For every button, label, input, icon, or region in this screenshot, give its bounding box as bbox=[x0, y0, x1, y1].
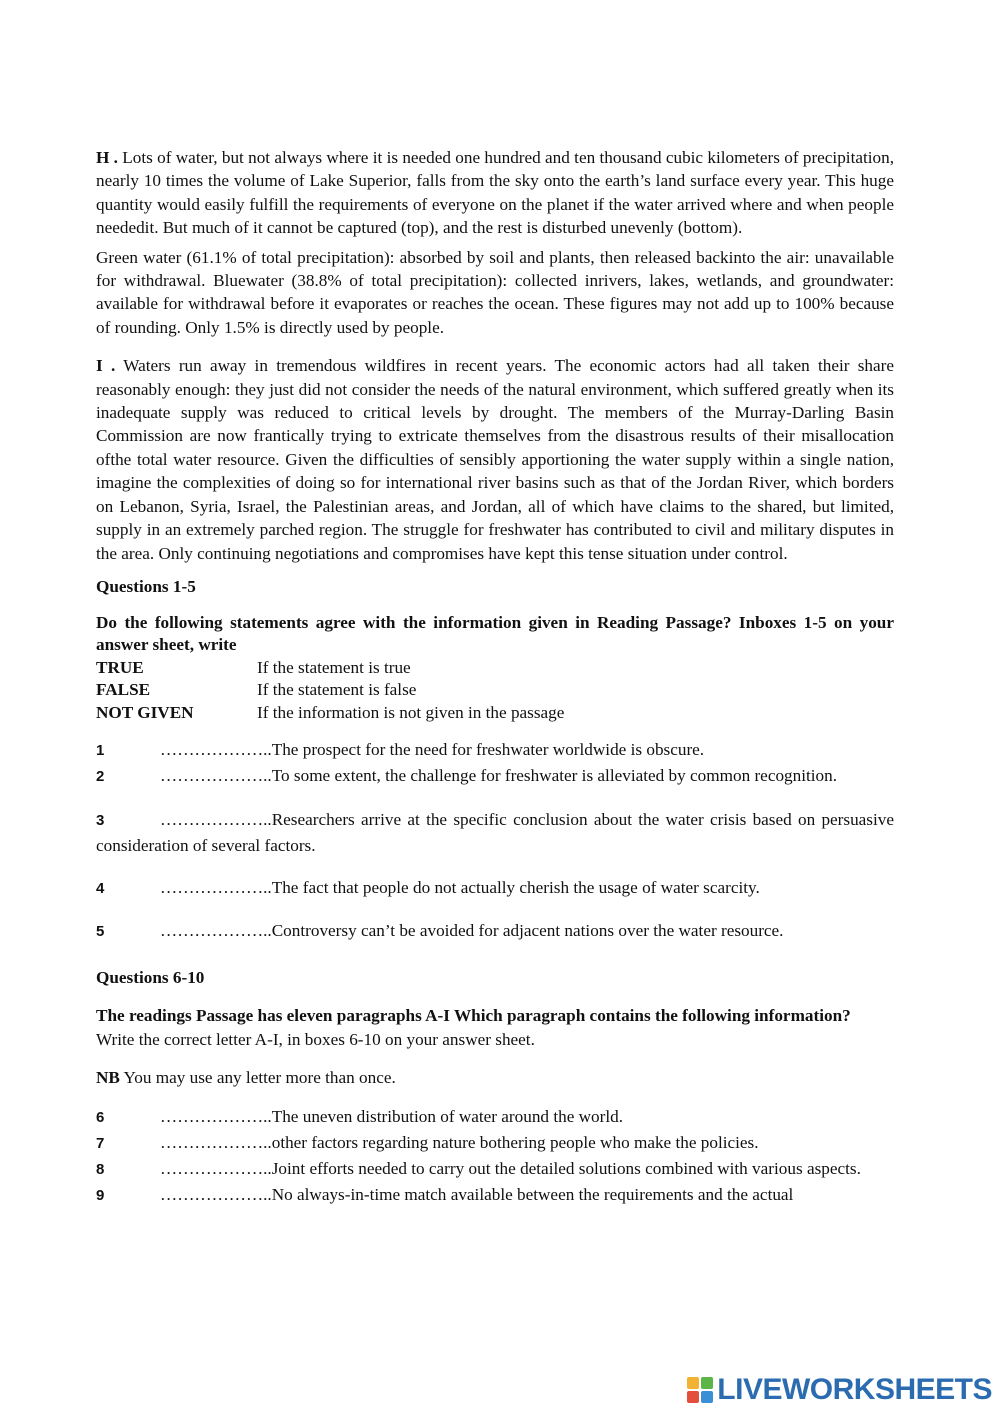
question-item bbox=[96, 875, 894, 901]
answer-blank[interactable]: ……………….. bbox=[160, 921, 272, 941]
answer-blank[interactable]: ……………….. bbox=[160, 1158, 272, 1178]
question-number: 5 bbox=[96, 923, 105, 941]
question-text: The fact that people do not actually cherish the usage of water scarcity. bbox=[271, 878, 760, 898]
question-item bbox=[96, 1182, 894, 1208]
answer-blank[interactable]: ……………….. bbox=[160, 1106, 272, 1126]
legend-row bbox=[96, 702, 894, 725]
nb-text: You may use any letter more than once. bbox=[119, 1068, 396, 1088]
answer-blank[interactable]: ……………….. bbox=[160, 740, 272, 760]
question-text: No always-in-time match available between the requirements and the actual bbox=[271, 1184, 794, 1204]
question-text: other factors regarding nature bothering people who make the policies. bbox=[271, 1132, 759, 1152]
question-item bbox=[96, 807, 894, 858]
logo-tile bbox=[701, 1377, 713, 1389]
paragraph-i-text: Waters run away in tremendous wildfires in recent years. The economic actors had all taken their share reasonably enough: they just did not consider the needs of the natural environment, which suffered greatly when its inadequate supply was reduced to critical levels by drought. The members of the Murray-Darling Basin Commission are now frantically trying to extricate themselves from the disastrous results of their misallocation ofthe total water resource. Given the difficulties of sensibly apportioning the water supply within a single nation, imagine the complexities of doing so for international river basins such as that of the Jordan River, which borders on Lebanon, Syria, Israel, the Palestinian areas, and Jordan, all of which have claims to the shared, but limited, supply in an extremely parched region. The struggle for freshwater has contributed to civil and military disputes in the area. Only continuing negotiations and compromises have kept this tense situation under control. bbox=[96, 356, 894, 563]
legend-desc: If the statement is true bbox=[257, 657, 411, 677]
paragraph-letter: H . bbox=[96, 148, 118, 167]
logo-text: LIVEWORKSHEETS bbox=[717, 1373, 992, 1406]
question-item bbox=[96, 737, 894, 763]
question-text: Researchers arrive at the specific conclusion about the water crisis based on persuasive consideration of several factors. bbox=[96, 810, 894, 856]
question-number: 7 bbox=[96, 1134, 105, 1152]
questions-1-5-heading: Questions 1-5 bbox=[96, 576, 196, 596]
question-number: 9 bbox=[96, 1186, 105, 1204]
question-text: Joint efforts needed to carry out the detailed solutions combined with various aspects. bbox=[271, 1158, 861, 1178]
logo-tile bbox=[687, 1377, 699, 1389]
paragraph-h bbox=[96, 146, 894, 240]
legend-desc: If the information is not given in the passage bbox=[257, 702, 565, 722]
question-item bbox=[96, 1156, 894, 1182]
nb-label: NB bbox=[96, 1068, 120, 1088]
answer-blank[interactable]: ……………….. bbox=[160, 810, 272, 830]
question-text: To some extent, the challenge for freshwater is alleviated by common recognition. bbox=[271, 766, 838, 786]
questions-6-10-heading: Questions 6-10 bbox=[96, 968, 205, 988]
question-text: The prospect for the need for freshwater worldwide is obscure. bbox=[271, 740, 705, 760]
answer-blank[interactable]: ……………….. bbox=[160, 1132, 272, 1152]
question-text: The uneven distribution of water around the world. bbox=[271, 1106, 624, 1126]
question-number: 1 bbox=[96, 742, 105, 760]
legend-desc: If the statement is false bbox=[257, 680, 417, 700]
question-number: 2 bbox=[96, 768, 105, 786]
paragraph-i bbox=[96, 354, 894, 565]
logo-tile bbox=[701, 1391, 713, 1403]
nb-note bbox=[96, 1066, 894, 1089]
question-item bbox=[96, 763, 894, 789]
question-item bbox=[96, 1104, 894, 1130]
answer-blank[interactable]: ……………….. bbox=[160, 766, 272, 786]
answer-blank[interactable]: ……………….. bbox=[160, 878, 272, 898]
logo-tile bbox=[687, 1391, 699, 1403]
question-number: 6 bbox=[96, 1108, 105, 1126]
legend-row bbox=[96, 679, 894, 702]
paragraph-h-text: Lots of water, but not always where it is needed one hundred and ten thousand cubic kilometers of precipitation, nearly 10 times the volume of Lake Superior, falls from the sky onto the earth’s land surface every year. This huge quantity would easily fulfill the requirements of everyone on the planet if the water arrived where and when people neededit. But much of it cannot be captured (top), and the rest is disturbed unevenly (bottom). bbox=[96, 148, 895, 238]
answer-legend bbox=[96, 657, 894, 725]
worksheet-page bbox=[96, 146, 894, 1208]
liveworksheets-logo[interactable] bbox=[687, 1373, 992, 1407]
legend-key: TRUE bbox=[96, 657, 144, 677]
answer-blank[interactable]: ……………….. bbox=[160, 1184, 272, 1204]
question-text: Controversy can’t be avoided for adjacent nations over the water resource. bbox=[271, 921, 784, 941]
paragraph-h-continued: Green water (61.1% of total precipitation): absorbed by soil and plants, then released backinto the air: unavailable for withdrawal. Bluewater (38.8% of total precipitation): collected inrivers, lakes, wetlands, and groundwater: available for withdrawal before it evaporates or reaches the ocean. These figures may not add up to 100% because of rounding. Only 1.5% is directly used by people. bbox=[96, 247, 894, 337]
paragraph-letter: I . bbox=[96, 356, 116, 376]
legend-key: NOT GIVEN bbox=[96, 702, 194, 722]
legend-row bbox=[96, 657, 894, 680]
question-number: 8 bbox=[96, 1160, 105, 1178]
questions-6-10-instruction: The readings Passage has eleven paragraphs A-I Which paragraph contains the following information? bbox=[96, 1006, 851, 1026]
question-number: 3 bbox=[96, 812, 105, 830]
questions-1-5-instruction: Do the following statements agree with the information given in Reading Passage? Inboxes 1-5 on your answer sheet, write bbox=[96, 612, 894, 655]
questions-6-10-subinstruction: Write the correct letter A-I, in boxes 6-10 on your answer sheet. bbox=[96, 1029, 535, 1049]
legend-key: FALSE bbox=[96, 680, 151, 700]
question-number: 4 bbox=[96, 880, 105, 898]
question-item bbox=[96, 918, 894, 944]
logo-tiles-icon bbox=[687, 1377, 713, 1403]
question-item bbox=[96, 1130, 894, 1156]
